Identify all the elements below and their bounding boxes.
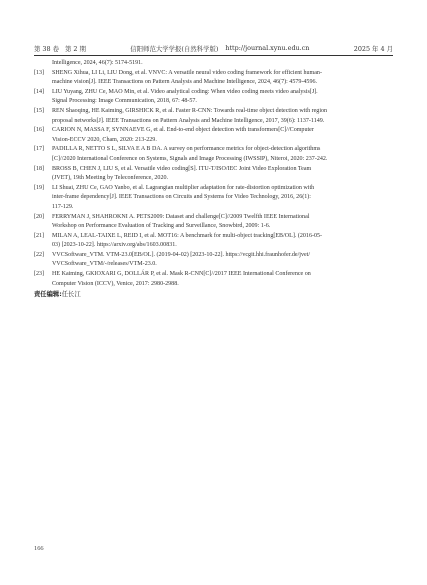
reference-line: inter-frame dependency[J]. IEEE Transactions on Circuits and Systems for Video Technology, 2016, 26(1): bbox=[52, 194, 311, 201]
reference-number: [13] bbox=[34, 69, 45, 76]
reference-line: SHENG Xihua, LI Li, LIU Dong, et al. VNVC: A versatile neural video coding framework for efficient human- bbox=[52, 69, 322, 76]
reference-line: VVCSoftware_VTM. VTM-23.0[EB/OL]. (2019-04-02) [2023-10-22]. https://vcgit.hhi.fraunhofer.de/jvet/ bbox=[52, 251, 311, 258]
reference-text bbox=[52, 270, 393, 289]
header-issue-number: 第 2 期 bbox=[64, 45, 86, 53]
reference-text bbox=[52, 251, 393, 270]
reference-number: [19] bbox=[34, 184, 45, 191]
reference-line: VVCSoftware_VTM/-/releases/VTM-23.0. bbox=[52, 261, 157, 268]
reference-text bbox=[52, 213, 393, 232]
reference-number: [20] bbox=[34, 213, 45, 220]
reference-text bbox=[52, 145, 393, 164]
reference-line: Signal Processing: Image Communication, 2018, 67: 48-57. bbox=[52, 98, 197, 105]
reference-entry bbox=[34, 88, 393, 107]
reference-number: [15] bbox=[34, 107, 45, 114]
reference-line: MILAN A, LEAL-TAIXE L, REID I, et al. MOT16: A benchmark for multi-object tracking[EB/OL]. (2016-05- bbox=[52, 232, 323, 239]
reference-entry bbox=[34, 107, 393, 126]
reference-line: proposal networks[J]. IEEE Transactions on Pattern Analysis and Machine Intelligence, 2017, 39(6): 1137-1149. bbox=[52, 117, 325, 124]
page-number: 166 bbox=[34, 545, 44, 552]
reference-line: CARION N, MASSA F, SYNNAEVE G, et al. End-to-end object detection with transformers[C]//Computer bbox=[52, 127, 314, 134]
reference-number: [22] bbox=[34, 251, 45, 258]
reference-entries bbox=[34, 69, 393, 290]
reference-line: [C]//2020 International Conference on Systems, Signals and Image Processing (IWSSIP), Niteroi, 2020: 237-242. bbox=[52, 155, 328, 162]
reference-number: [14] bbox=[34, 88, 45, 95]
reference-text bbox=[52, 88, 393, 107]
reference-entry bbox=[34, 145, 393, 164]
reference-number: [21] bbox=[34, 232, 45, 239]
header-issue bbox=[34, 44, 86, 53]
reference-line: BROSS B, CHEN J, LIU S, et al. Versatile video coding[S]. ITU-T/ISO/IEC Joint Video Exploration Team bbox=[52, 165, 312, 172]
editor-label: 责任编辑: bbox=[34, 291, 62, 299]
reference-line: Workshop on Performance Evaluation of Tracking and Surveillance, Snowbird, 2009: 1-6. bbox=[52, 223, 271, 230]
reference-list bbox=[34, 59, 393, 300]
reference-text bbox=[52, 232, 393, 251]
reference-line: LI Shuai, ZHU Ce, GAO Yanbo, et al. Lagrangian multiplier adaptation for rate-distortion optimization with bbox=[52, 184, 315, 191]
reference-line: HE Kaiming, GKIOXARI G, DOLLÁR P, et al. Mask R-CNN[C]//2017 IEEE International Conference on bbox=[52, 271, 311, 278]
reference-entry bbox=[34, 251, 393, 270]
reference-line: LIU Yuyang, ZHU Ce, MAO Min, et al. Video analytical coding: When video coding meets video analysis[J]. bbox=[52, 88, 318, 95]
reference-text bbox=[52, 184, 393, 213]
header-url[interactable]: http://journal.xynu.edu.cn bbox=[225, 44, 310, 52]
running-header bbox=[34, 41, 393, 53]
header-journal-name: 信阳师范大学学报(自然科学版) bbox=[130, 45, 219, 53]
header-date: 2025 年 4 月 bbox=[353, 45, 393, 53]
reference-entry bbox=[34, 232, 393, 251]
reference-text bbox=[52, 126, 393, 145]
reference-number: [16] bbox=[34, 127, 45, 134]
reference-text bbox=[52, 69, 393, 88]
reference-entry bbox=[34, 126, 393, 145]
reference-line: 117-129. bbox=[52, 203, 74, 210]
header-volume: 第 38 卷 bbox=[34, 45, 59, 53]
editor-name: 任长江 bbox=[61, 291, 81, 299]
reference-number: [18] bbox=[34, 165, 45, 172]
reference-number: [17] bbox=[34, 146, 45, 153]
reference-continuation: Intelligence, 2024, 46(7): 5174-5191. bbox=[52, 60, 143, 66]
reference-entry bbox=[34, 184, 393, 213]
reference-entry bbox=[34, 213, 393, 232]
reference-entry bbox=[34, 270, 393, 289]
reference-number: [23] bbox=[34, 271, 45, 278]
reference-line: FERRYMAN J, SHAHROKNI A. PETS2009: Dataset and challenge[C]//2009 Twelfth IEEE International bbox=[52, 213, 310, 220]
header-rule bbox=[34, 55, 393, 56]
header-journal-info bbox=[130, 44, 309, 53]
reference-entry bbox=[34, 165, 393, 184]
reference-entry bbox=[34, 69, 393, 88]
reference-line: (JVET), 19th Meeting by Teleconference, 2020. bbox=[52, 175, 168, 182]
reference-line: Vision-ECCV 2020, Cham, 2020: 213-229. bbox=[52, 136, 157, 143]
reference-text bbox=[52, 165, 393, 184]
reference-line: PADILLA R, NETTO S L, SILVA E A B DA. A survey on performance metrics for object-detection algorithms bbox=[52, 146, 321, 153]
responsible-editor bbox=[34, 290, 393, 300]
reference-line: REN Shaoqing, HE Kaiming, GIRSHICK R, et al. Faster R-CNN: Towards real-time object detection with region bbox=[52, 107, 328, 114]
reference-line: machine vision[J]. IEEE Transactions on Pattern Analysis and Machine Intelligence, 2024, 46(7): 4579-4596. bbox=[52, 79, 318, 86]
reference-line: Computer Vision (ICCV), Venice, 2017: 2980-2988. bbox=[52, 280, 179, 287]
reference-line: 03) [2023-10-22]. https://arxiv.org/abs/1603.00831. bbox=[52, 242, 177, 249]
reference-text bbox=[52, 107, 393, 126]
